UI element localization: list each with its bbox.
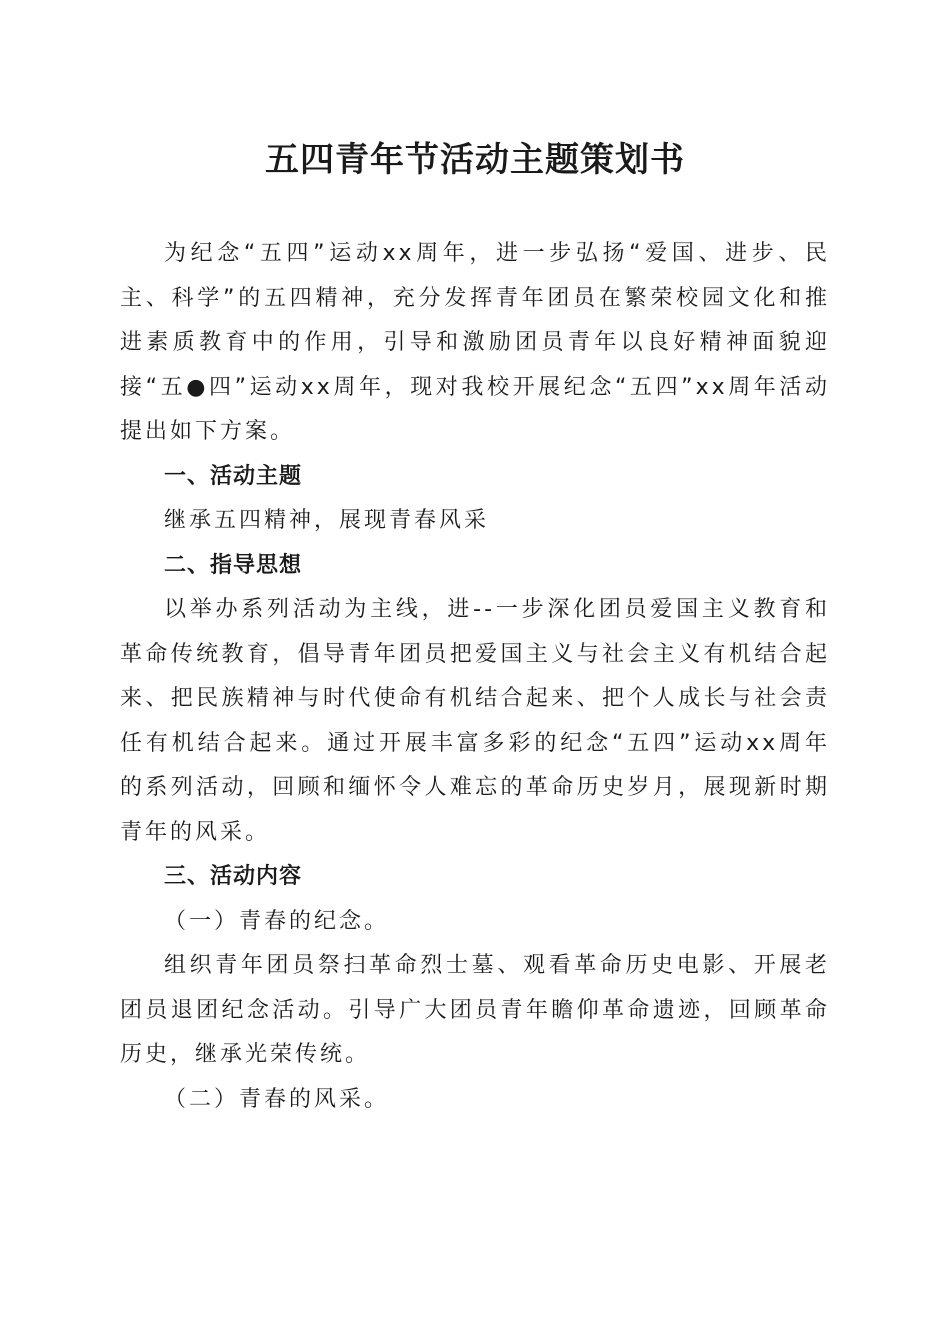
- section-heading-activity-content: 三、活动内容: [164, 864, 303, 889]
- section-text-theme: 继承五四精神，展现青春风采: [164, 508, 490, 533]
- subsection-heading-commemoration: （一）青春的纪念。: [164, 908, 390, 934]
- section-heading-guiding-thought: 二、指导思想: [164, 552, 303, 578]
- subsection-heading-demeanor: （二）青春的风采。: [164, 1086, 390, 1112]
- document-title: 五四青年节活动主题策划书: [265, 140, 685, 180]
- document-body: [120, 232, 830, 1122]
- section-text-guiding-thought: 以举办系列活动为主线，进--一步深化团员爱国主义教育和革命传统教育，倡导青年团员把爱国主义与社会主义有机结合起来、把民族精神与时代使命有机结合起来、把个人成长与社会责任有机结合起来。通过开展丰富多彩的纪念“五四”运动xx周年的系列活动，回顾和缅怀令人难忘的革命历史岁月，展现新时期青年的风采。: [120, 597, 830, 845]
- intro-paragraph: 为纪念“五四”运动xx周年，进一步弘扬“爱国、进步、民主、科学”的五四精神，充分发挥青年团员在繁荣校园文化和推进素质教育中的作用，引导和激励团员青年以良好精神面貌迎接“五●四”运动xx周年，现对我校开展纪念“五四”xx周年活动提出如下方案。: [120, 241, 830, 444]
- subsection-text-commemoration: 组织青年团员祭扫革命烈士墓、观看革命历史电影、开展老团员退团纪念活动。引导广大团员青年瞻仰革命遗迹，回顾革命历史，继承光荣传统。: [120, 953, 830, 1067]
- section-heading-theme: 一、活动主题: [164, 463, 303, 489]
